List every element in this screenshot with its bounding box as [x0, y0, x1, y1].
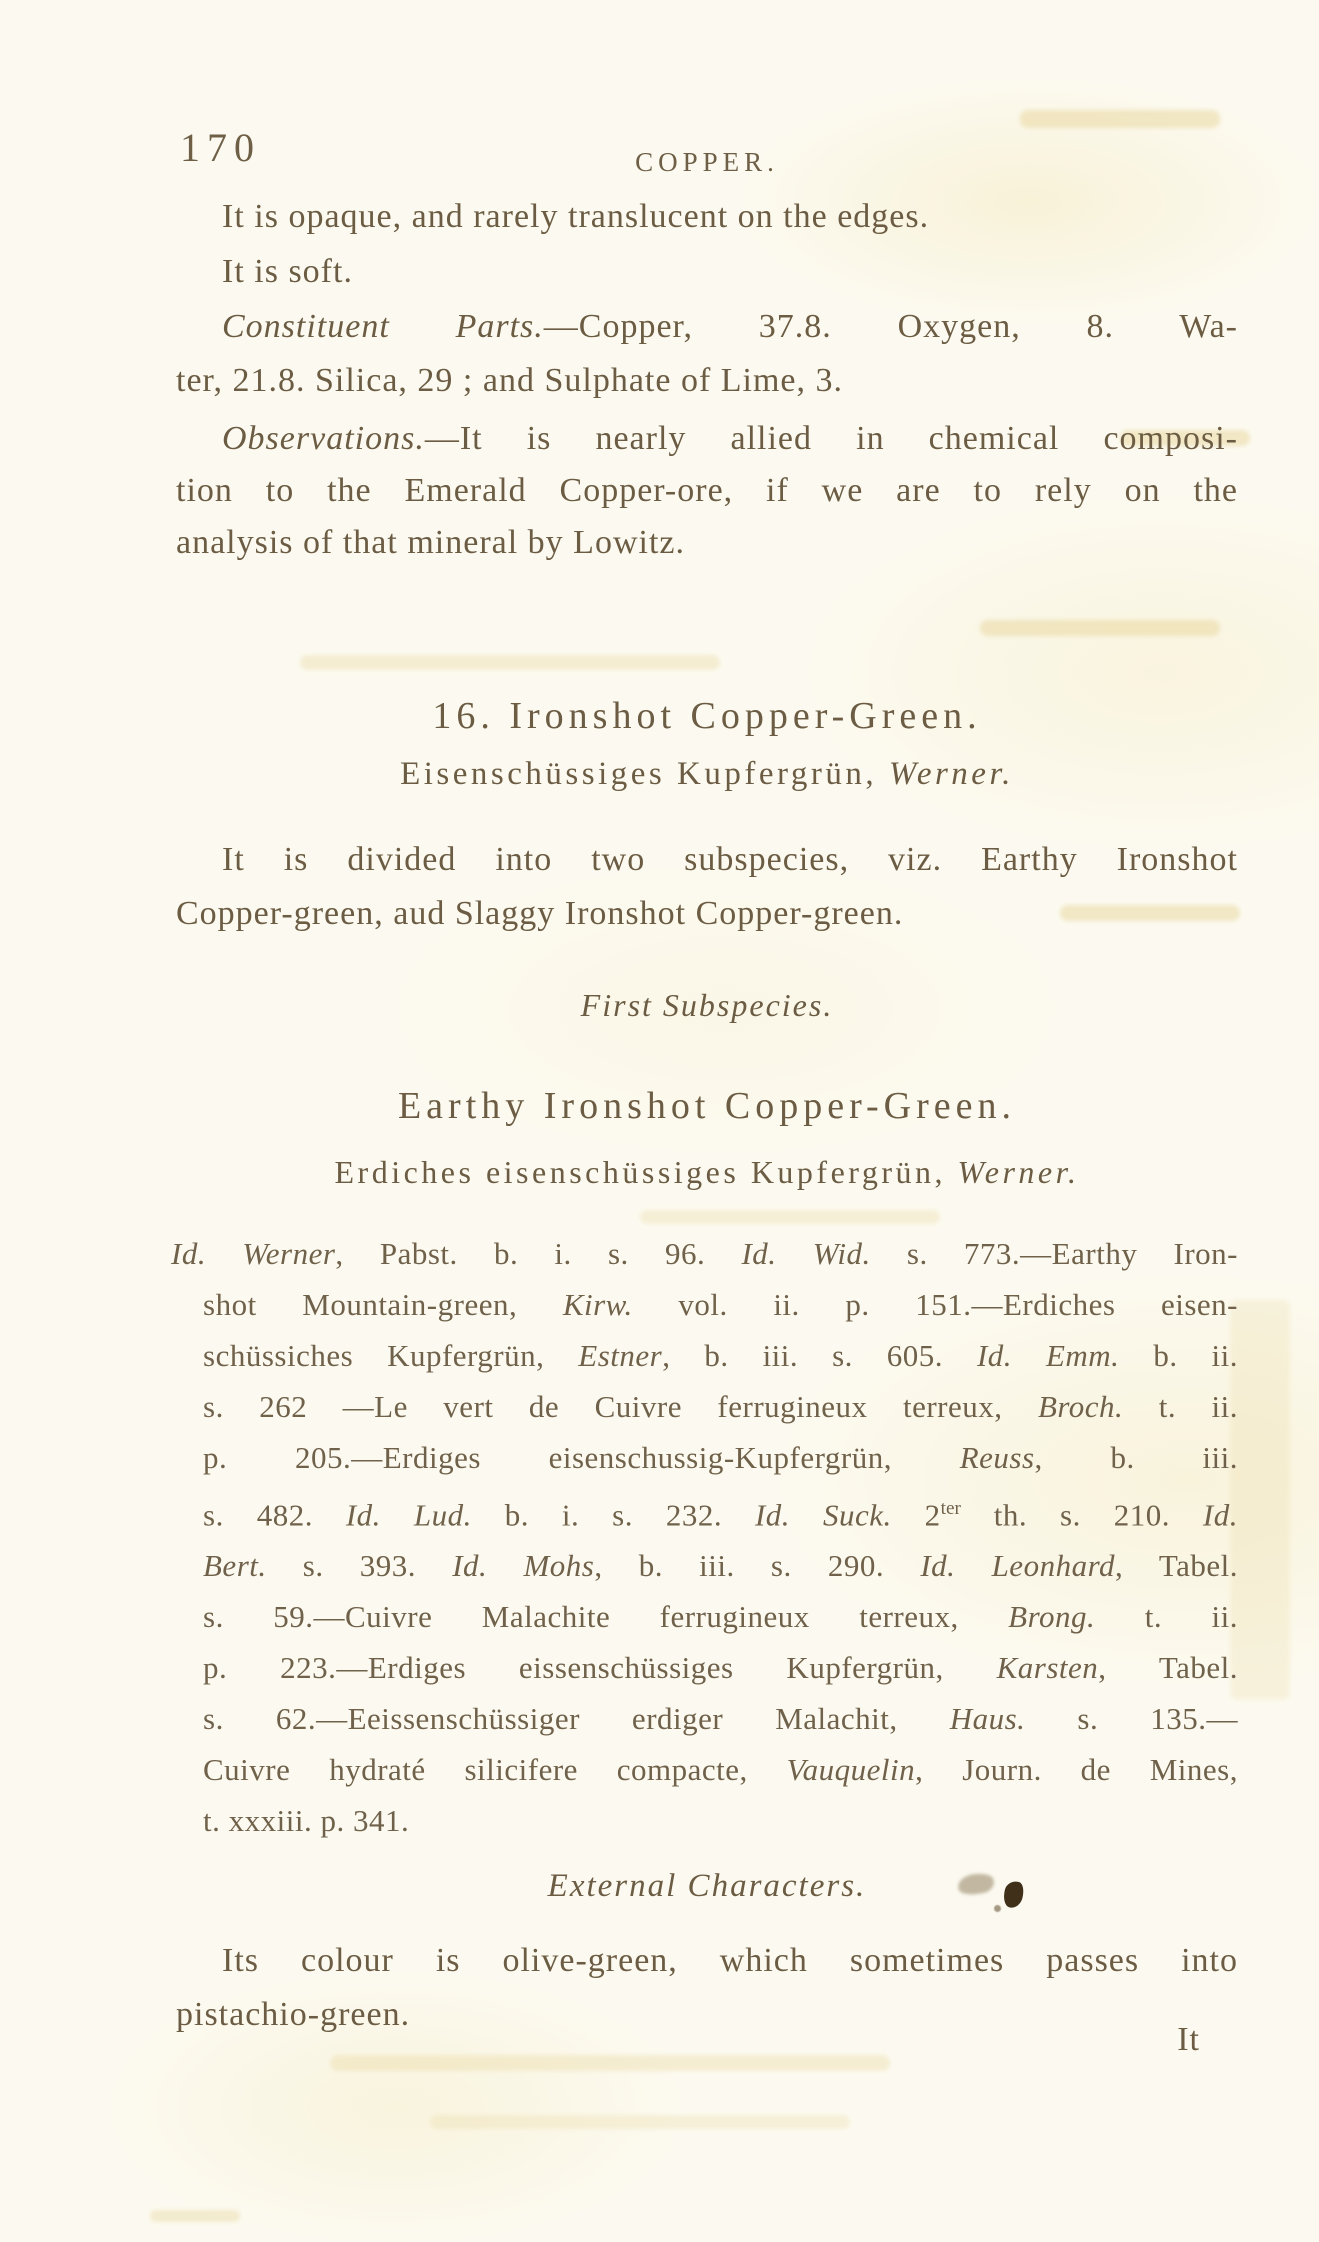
text-segment: Vauquelin: [786, 1752, 916, 1788]
bleed-through-mark: [430, 2115, 850, 2129]
section-heading: 16. Ironshot Copper-Green.: [432, 695, 982, 737]
earthy-heading: Earthy Ironshot Copper-Green.: [397, 1085, 1017, 1127]
citation-line: [171, 1483, 1238, 1540]
text-line: [176, 833, 1238, 887]
text-line: It is opaque, and rarely translucent on the edges.: [222, 198, 930, 235]
text-segment: Id. Suck.: [754, 1497, 892, 1533]
citation-line: [171, 1795, 1238, 1846]
text-segment: p. 205.—Erdiges eisenschussig-Kupfergrün,: [203, 1440, 960, 1475]
text-segment: Observations.: [222, 420, 425, 457]
bleed-through-mark: [640, 1210, 940, 1224]
citation-line: [171, 1432, 1238, 1483]
text-line: [176, 887, 1238, 941]
text-segment: Bert.: [203, 1548, 267, 1584]
text-line: [176, 464, 1238, 518]
text-segment: Id. Lud.: [345, 1497, 472, 1533]
text-segment: Karsten: [996, 1650, 1099, 1686]
citation-line: [171, 1642, 1238, 1693]
text-segment: t. xxxiii. p. 341.: [203, 1803, 410, 1839]
text-segment: Eisenschüssiges Kupfergrün,: [400, 756, 889, 792]
bleed-through-mark: [980, 620, 1220, 636]
text-segment: —It is nearly allied in chemical composi-: [424, 420, 1238, 457]
text-segment: Id. Leonhard: [920, 1548, 1115, 1584]
text-line: [176, 300, 1238, 354]
citation-paragraph: [171, 1228, 1238, 1846]
bleed-through-mark: [300, 655, 720, 670]
text-segment: s. 59.—Cuivre Malachite ferrugineux terreux,: [203, 1599, 1009, 1635]
text-segment: Id. Wid.: [741, 1236, 871, 1271]
text-segment: Werner.: [888, 756, 1014, 792]
subspecies-heading: First Subspecies.: [580, 987, 834, 1023]
bleed-through-mark: [1020, 110, 1220, 128]
text-segment: Kirw.: [562, 1287, 633, 1322]
citation-line: [171, 1693, 1238, 1744]
text-segment: , b. iii. s. 290.: [594, 1548, 921, 1584]
text-line: [176, 1934, 1238, 1988]
text-segment: b. ii.: [1119, 1338, 1238, 1373]
text-segment: 2: [891, 1497, 941, 1533]
text-segment: , Pabst. b. i. s. 96.: [335, 1236, 742, 1271]
running-head: COPPER.: [635, 147, 779, 177]
citation-line: [171, 1381, 1238, 1432]
text-segment: analysis of that mineral by Lowitz.: [176, 524, 685, 561]
text-segment: schüssiches Kupfergrün,: [203, 1338, 579, 1373]
text-segment: —Copper, 37.8. Oxygen, 8. Wa-: [543, 308, 1238, 345]
citation-line: [171, 1279, 1238, 1330]
text-segment: s. 393.: [266, 1548, 453, 1584]
text-segment: Estner: [578, 1338, 663, 1373]
text-segment: Id. Emm.: [976, 1338, 1120, 1373]
text-segment: Brong.: [1008, 1599, 1096, 1635]
text-segment: Cuivre hydraté silicifere compacte,: [203, 1752, 787, 1788]
text-segment: Copper-green, aud Slaggy Ironshot Copper-green.: [176, 895, 904, 932]
text-line: It is soft.: [222, 253, 353, 290]
text-segment: Id.: [1202, 1497, 1238, 1533]
text-segment: Werner.: [957, 1154, 1080, 1190]
text-segment: , Journ. de Mines,: [915, 1752, 1238, 1788]
text-segment: Id. Werner: [171, 1236, 336, 1271]
text-line: [176, 354, 1238, 408]
text-segment: shot Mountain-green,: [203, 1287, 563, 1322]
text-segment: , Tabel.: [1098, 1650, 1239, 1686]
earthy-subheading-german: [176, 1150, 1238, 1194]
text-segment: , Tabel.: [1114, 1548, 1238, 1584]
text-segment: p. 223.—Erdiges eissenschüssiges Kupfergrün,: [203, 1650, 997, 1686]
text-segment: s. 262 —Le vert de Cuivre ferrugineux terreux,: [203, 1389, 1038, 1424]
citation-line: [171, 1744, 1238, 1795]
section-subheading-german: [176, 752, 1238, 796]
text-segment: vol. ii. p. 151.—Erdiches eisen-: [632, 1287, 1239, 1322]
text-segment: ter: [940, 1498, 961, 1519]
text-segment: ter, 21.8. Silica, 29 ; and Sulphate of Lime, 3.: [176, 362, 844, 399]
text-line: [176, 516, 1238, 570]
text-segment: s. 773.—Earthy Iron-: [870, 1236, 1238, 1271]
text-segment: pistachio-green.: [176, 1996, 411, 2033]
bleed-through-mark: [1230, 1300, 1290, 1700]
page-number: 170: [180, 125, 261, 170]
text-segment: Erdiches eisenschüssiges Kupfergrün,: [334, 1154, 958, 1190]
text-segment: , b. iii.: [1034, 1440, 1238, 1475]
text-segment: It is divided into two subspecies, viz. Earthy Ironshot: [222, 841, 1238, 878]
text-segment: Reuss: [959, 1440, 1035, 1475]
text-line: [176, 412, 1238, 466]
text-segment: t. ii.: [1095, 1599, 1238, 1635]
citation-line: [171, 1330, 1238, 1381]
text-segment: Its colour is olive-green, which sometimes passes into: [222, 1942, 1238, 1979]
bleed-through-mark: [150, 2210, 240, 2222]
text-segment: s. 62.—Eeissenschüssiger erdiger Malachit,: [203, 1701, 950, 1737]
citation-line: [171, 1591, 1238, 1642]
external-characters-heading: External Characters.: [547, 1868, 867, 1904]
citation-line: [171, 1540, 1238, 1591]
ink-speck: [994, 1905, 1001, 1912]
citation-line: [171, 1228, 1238, 1279]
text-segment: b. i. s. 232.: [471, 1497, 755, 1533]
text-segment: Id. Mohs: [452, 1548, 595, 1584]
text-segment: , b. iii. s. 605.: [662, 1338, 977, 1373]
text-segment: s. 135.—: [1025, 1701, 1238, 1737]
text-segment: tion to the Emerald Copper-ore, if we are to rely on the: [176, 472, 1238, 509]
catchword: It: [1177, 2021, 1200, 2058]
text-segment: s. 482.: [203, 1497, 346, 1533]
text-segment: Broch.: [1037, 1389, 1124, 1424]
text-segment: t. ii.: [1123, 1389, 1239, 1424]
text-segment: th. s. 210.: [960, 1497, 1203, 1533]
text-segment: Haus.: [949, 1701, 1026, 1737]
text-segment: Constituent Parts.: [222, 308, 544, 345]
